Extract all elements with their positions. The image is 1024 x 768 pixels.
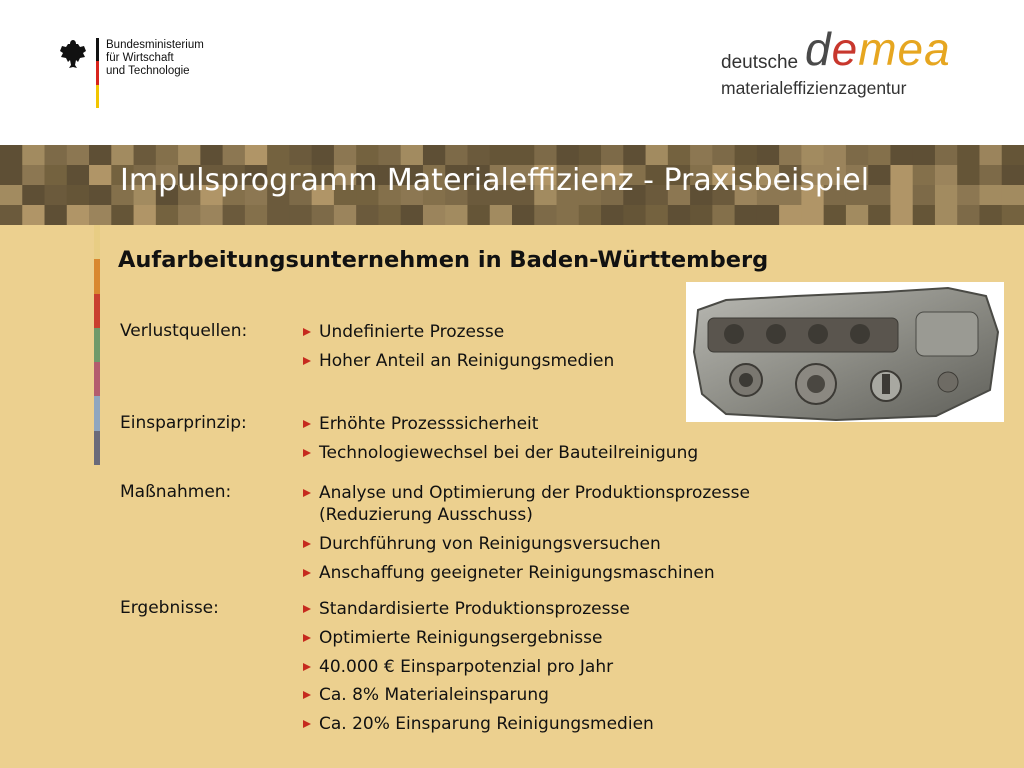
triangle-bullet-icon [303, 663, 311, 671]
mosaic-tile [45, 185, 68, 206]
mosaic-tile [356, 205, 379, 225]
bullet-item [303, 598, 863, 620]
bullet-item [303, 684, 863, 706]
mosaic-tile [67, 165, 90, 186]
mosaic-tile [111, 205, 134, 225]
demea-logo [718, 23, 970, 102]
mosaic-tile [423, 205, 446, 225]
slide-subtitle: Aufarbeitungsunternehmen in Baden-Württemberg [118, 247, 769, 273]
bullet-text-continuation: (Reduzierung Ausschuss) [319, 505, 533, 525]
mosaic-tile [690, 205, 713, 225]
bullet-list [303, 482, 863, 590]
bullet-item [303, 442, 863, 464]
triangle-bullet-icon [303, 328, 311, 336]
ministry-line: für Wirtschaft [106, 52, 174, 64]
mosaic-tile [89, 165, 112, 186]
triangle-bullet-icon [303, 569, 311, 577]
mosaic-tile [0, 145, 23, 166]
mosaic-tile [868, 185, 891, 206]
mosaic-tile [890, 205, 913, 225]
mosaic-tile [156, 205, 179, 225]
mosaic-tile [1002, 145, 1024, 166]
logo-letter: e [831, 23, 859, 75]
bullet-item [303, 350, 863, 372]
triangle-bullet-icon [303, 720, 311, 728]
bullet-text: Analyse und Optimierung der Produktionsprozesse [319, 483, 750, 503]
german-flag-stripe [96, 38, 99, 108]
mosaic-tile [957, 185, 980, 206]
bullet-item [303, 562, 863, 584]
mosaic-tile [868, 145, 891, 166]
mosaic-tile [868, 165, 891, 186]
header [0, 0, 1024, 145]
mosaic-tile [735, 205, 758, 225]
bullet-text: 40.000 € Einsparpotenzial pro Jahr [319, 656, 614, 677]
mosaic-tile [824, 205, 847, 225]
mosaic-tile [289, 205, 312, 225]
mosaic-tile [89, 205, 112, 225]
mosaic-tile [712, 205, 735, 225]
mosaic-tile [935, 145, 958, 166]
mosaic-tile [89, 185, 112, 206]
color-stripe [94, 259, 100, 293]
mosaic-tile [957, 205, 980, 225]
triangle-bullet-icon [303, 540, 311, 548]
bullet-item [303, 533, 863, 555]
bullet-text: Ca. 8% Materialeinsparung [319, 685, 549, 706]
mosaic-tile [935, 205, 958, 225]
mosaic-tile [512, 205, 535, 225]
mosaic-tile [646, 205, 669, 225]
triangle-bullet-icon [303, 357, 311, 365]
mosaic-tile [22, 165, 45, 186]
mosaic-tile [67, 205, 90, 225]
mosaic-tile [868, 205, 891, 225]
color-stripe [94, 225, 100, 259]
color-stripe [94, 396, 100, 430]
bullet-list [303, 321, 863, 379]
bullet-list [303, 413, 863, 471]
mosaic-tile [178, 205, 201, 225]
section-label: Maßnahmen: [120, 482, 232, 502]
color-stripe [94, 328, 100, 362]
mosaic-tile [779, 205, 802, 225]
mosaic-tile [45, 145, 68, 166]
mosaic-tile [89, 145, 112, 166]
mosaic-tile [979, 205, 1002, 225]
bullet-text: Ca. 20% Einsparung Reinigungsmedien [319, 714, 654, 735]
mosaic-tile [490, 205, 513, 225]
mosaic-tile [534, 205, 557, 225]
triangle-bullet-icon [303, 691, 311, 699]
bullet-text: Erhöhte Prozesssicherheit [319, 414, 539, 434]
logo-letter: d [805, 23, 832, 75]
mosaic-tile [267, 205, 290, 225]
mosaic-tile [913, 185, 936, 206]
ministry-line: Bundesministerium [106, 39, 204, 51]
triangle-bullet-icon [303, 489, 311, 497]
mosaic-tile [757, 205, 780, 225]
mosaic-tile [1002, 185, 1024, 206]
mosaic-tile [67, 185, 90, 206]
mosaic-tile [334, 205, 357, 225]
mosaic-tile [378, 205, 401, 225]
section-label: Verlustquellen: [120, 321, 248, 341]
mosaic-tile [623, 205, 646, 225]
logo-letter: mea [858, 23, 951, 75]
bullet-list [303, 598, 863, 742]
bullet-text: Undefinierte Prozesse [319, 322, 505, 342]
bullet-item [303, 713, 863, 735]
mosaic-tile [312, 205, 335, 225]
mosaic-tile [45, 205, 68, 225]
mosaic-tile [223, 205, 246, 225]
color-stripes [94, 225, 100, 465]
ministry-logo [58, 38, 228, 110]
mosaic-tile [913, 145, 936, 166]
mosaic-tile [445, 205, 468, 225]
mosaic-tile [579, 205, 602, 225]
bullet-text: Standardisierte Produktionsprozesse [319, 599, 630, 619]
logo-subtitle: materialeffizienzagentur [721, 78, 907, 98]
mosaic-tile [557, 205, 580, 225]
bullet-item [303, 627, 863, 649]
ministry-name [106, 39, 204, 78]
mosaic-tile [22, 145, 45, 166]
triangle-bullet-icon [303, 605, 311, 613]
mosaic-tile [22, 185, 45, 206]
slide-title: Impulsprogramm Materialeffizienz - Praxisbeispiel [120, 163, 870, 198]
federal-eagle-icon [58, 38, 88, 70]
mosaic-tile [601, 205, 624, 225]
mosaic-tile [0, 165, 23, 186]
bullet-item [303, 413, 863, 435]
bullet-text: Hoher Anteil an Reinigungsmedien [319, 350, 615, 371]
triangle-bullet-icon [303, 420, 311, 428]
bullet-text: Technologiewechsel bei der Bauteilreinigung [319, 442, 699, 463]
mosaic-tile [979, 165, 1002, 186]
mosaic-tile [245, 205, 268, 225]
triangle-bullet-icon [303, 449, 311, 457]
mosaic-tile [1002, 205, 1024, 225]
bullet-text: Anschaffung geeigneter Reinigungsmaschinen [319, 562, 715, 583]
mosaic-tile [957, 145, 980, 166]
mosaic-tile [67, 145, 90, 166]
mosaic-tile [913, 205, 936, 225]
ministry-line: und Technologie [106, 65, 190, 77]
mosaic-tile [401, 205, 424, 225]
mosaic-tile [22, 205, 45, 225]
mosaic-tile [913, 165, 936, 186]
mosaic-tile [935, 165, 958, 186]
mosaic-tile [668, 205, 691, 225]
mosaic-tile [957, 165, 980, 186]
section-label: Ergebnisse: [120, 598, 219, 618]
bullet-item [303, 321, 863, 343]
mosaic-tile [979, 145, 1002, 166]
mosaic-tile [134, 205, 157, 225]
logo-demea [805, 22, 951, 76]
bullet-item [303, 482, 863, 526]
mosaic-tile [890, 185, 913, 206]
mosaic-tile [890, 145, 913, 166]
color-stripe [94, 431, 100, 465]
mosaic-tile [0, 205, 23, 225]
mosaic-tile [45, 165, 68, 186]
mosaic-tile [801, 205, 824, 225]
bullet-text: Durchführung von Reinigungsversuchen [319, 533, 661, 554]
mosaic-tile [0, 185, 23, 206]
color-stripe [94, 362, 100, 396]
mosaic-tile [467, 205, 490, 225]
mosaic-tile [890, 165, 913, 186]
section-label: Einsparprinzip: [120, 413, 247, 433]
bullet-text: Optimierte Reinigungsergebnisse [319, 627, 603, 648]
mosaic-tile [935, 185, 958, 206]
logo-deutsche: deutsche [721, 52, 799, 73]
mosaic-tile [979, 185, 1002, 206]
triangle-bullet-icon [303, 634, 311, 642]
bullet-item [303, 656, 863, 678]
color-stripe [94, 294, 100, 328]
mosaic-tile [1002, 165, 1024, 186]
mosaic-tile [200, 205, 223, 225]
mosaic-tile [846, 205, 869, 225]
